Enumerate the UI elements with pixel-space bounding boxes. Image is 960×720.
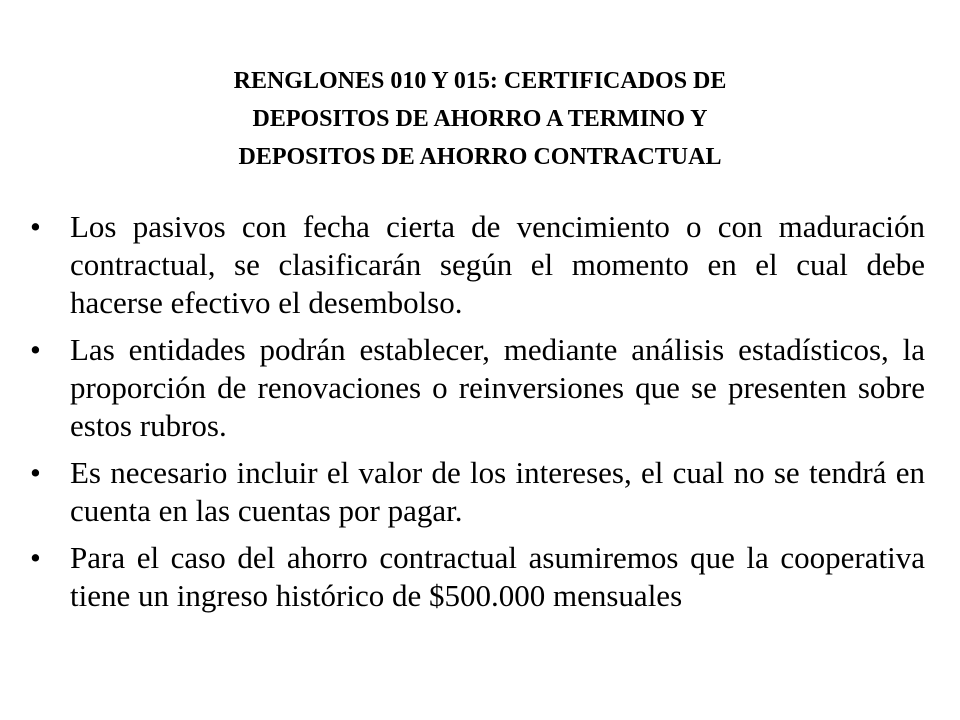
bullet-dot-icon: •: [30, 332, 41, 367]
bullet-text: Las entidades podrán establecer, mediante análisis estadísticos, la proporción de renovaciones o reinversiones que se presenten sobre estos rubros.: [70, 332, 925, 443]
bullet-list: [30, 208, 925, 624]
bullet-dot-icon: •: [30, 540, 41, 575]
title-line: DEPOSITOS DE AHORRO CONTRACTUAL: [238, 144, 722, 170]
title-line: RENGLONES 010 Y 015: CERTIFICADOS DE: [233, 68, 727, 94]
bullet-text: Los pasivos con fecha cierta de vencimiento o con maduración contractual, se clasificarán según el momento en el cual debe hacerse efectivo el desembolso.: [70, 209, 925, 320]
slide-title: [100, 62, 860, 176]
bullet-dot-icon: •: [30, 209, 41, 244]
bullet-item: [30, 208, 925, 322]
bullet-dot-icon: •: [30, 455, 41, 490]
bullet-item: [30, 331, 925, 445]
bullet-item: [30, 454, 925, 530]
bullet-text: Es necesario incluir el valor de los intereses, el cual no se tendrá en cuenta en las cuentas por pagar.: [70, 455, 925, 528]
bullet-text: Para el caso del ahorro contractual asumiremos que la cooperativa tiene un ingreso histórico de $500.000 mensuales: [70, 540, 925, 613]
title-line: DEPOSITOS DE AHORRO A TERMINO Y: [252, 106, 708, 132]
bullet-item: [30, 539, 925, 615]
